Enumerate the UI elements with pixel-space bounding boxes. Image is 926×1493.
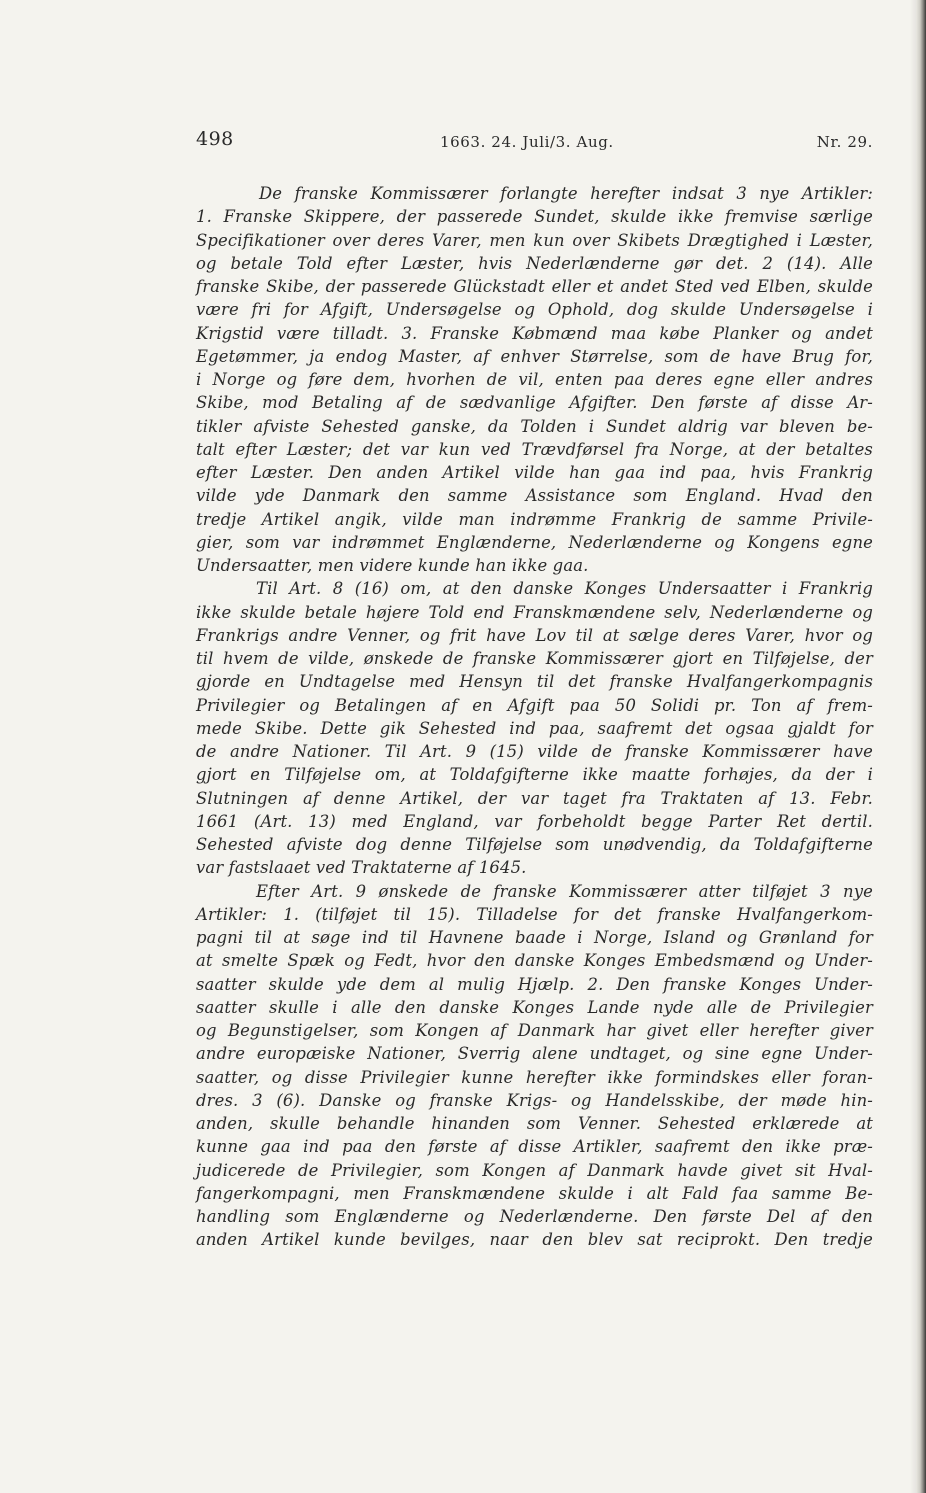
text-line: ikke skulde betale højere Told end Franskmændene selv, Nederlænderne og: [196, 602, 873, 622]
text-line: pagni til at søge ind til Havnene baade i Norge, Island og Grønland for: [196, 928, 873, 947]
text-line: saatter skulde yde dem al mulig Hjælp. 2. Den franske Konges Under-: [196, 974, 873, 994]
text-line: at smelte Spæk og Fedt, hvor den danske Konges Embedsmænd og Under-: [196, 951, 873, 971]
text-line: mede Skibe. Dette gik Sehested ind paa, saafremt det ogsaa gjaldt for: [196, 718, 873, 738]
text-line: anden Artikel kunde bevilges, naar den blev sat reciprokt. Den tredje: [196, 1230, 873, 1250]
text-line: Slutningen af denne Artikel, der var taget fra Traktaten af 13. Febr.: [196, 788, 873, 808]
text-line: dres. 3 (6). Danske og franske Krigs- og Handelsskibe, der møde hin-: [196, 1090, 873, 1110]
text-line: judicerede de Privilegier, som Kongen af Danmark havde givet sit Hval-: [196, 1160, 873, 1180]
text-line: Artikler: 1. (tilføjet til 15). Tilladelse for det franske Hvalfangerkom-: [196, 904, 873, 924]
text-line: og betale Told efter Læster, hvis Nederlænderne gør det. 2 (14). Alle: [196, 253, 873, 273]
text-line: handling som Englænderne og Nederlænderne. Den første Del af den: [196, 1207, 873, 1226]
text-line: Specifikationer over deres Varer, men kun over Skibets Drægtighed i Læster,: [196, 230, 873, 250]
text-line: til hvem de vilde, ønskede de franske Kommissærer gjort en Tilføjelse, der: [196, 649, 873, 668]
page-number: 498: [196, 128, 234, 150]
text-line: vilde yde Danmark den samme Assistance som England. Hvad den: [196, 486, 873, 506]
text-line: Skibe, mod Betaling af de sædvanlige Afgifter. Den første af disse Ar-: [196, 393, 873, 413]
text-line: franske Skibe, der passerede Glückstadt eller et andet Sted ved Elben, skulde: [196, 277, 873, 296]
text-line: tikler afviste Sehested ganske, da Tolden i Sundet aldrig var bleven be-: [196, 416, 873, 436]
text-line: Til Art. 8 (16) om, at den danske Konges Undersaatter i Frankrig: [256, 579, 873, 599]
text-line: Egetømmer, ja endog Master, af enhver Størrelse, som de have Brug for,: [196, 346, 873, 366]
text-line: 1661 (Art. 13) med England, var forbeholdt begge Parter Ret dertil.: [196, 811, 873, 831]
text-line: De franske Kommissærer forlangte herefter indsat 3 nye Artikler:: [259, 184, 873, 203]
text-line: gier, som var indrømmet Englænderne, Nederlænderne og Kongens egne: [196, 532, 873, 552]
text-line: de andre Nationer. Til Art. 9 (15) vilde de franske Kommissærer have: [196, 742, 873, 761]
page-header: [196, 128, 873, 158]
text-line: gjort en Tilføjelse om, at Toldafgifterne ikke maatte forhøjes, da der i: [196, 765, 873, 785]
running-title: 1663. 24. Juli/3. Aug.: [440, 133, 614, 151]
text-line: i Norge og føre dem, hvorhen de vil, enten paa deres egne eller andres: [196, 370, 873, 389]
text-line: Efter Art. 9 ønskede de franske Kommissærer atter tilføjet 3 nye: [256, 881, 873, 901]
text-line: være fri for Afgift, Undersøgelse og Ophold, dog skulde Undersøgelse i: [196, 300, 873, 320]
document-number: Nr. 29.: [816, 133, 873, 151]
text-line: gjorde en Undtagelse med Hensyn til det franske Hvalfangerkompagnis: [196, 672, 873, 692]
text-line: Frankrigs andre Venner, og frit have Lov til at sælge deres Varer, hvor og: [196, 625, 873, 645]
text-line: fangerkompagni, men Franskmændene skulde i alt Fald faa samme Be-: [196, 1183, 873, 1203]
page-edge: [916, 0, 926, 1493]
text-line: Privilegier og Betalingen af en Afgift paa 50 Solidi pr. Ton af frem-: [196, 695, 873, 715]
text-line: saatter skulle i alle den danske Konges Lande nyde alle de Privilegier: [196, 997, 873, 1017]
body-text: [196, 182, 873, 1252]
text-line: anden, skulle behandle hinanden som Venner. Sehested erklærede at: [196, 1114, 873, 1133]
text-line: andre europæiske Nationer, Sverrig alene undtaget, og sine egne Under-: [196, 1044, 873, 1064]
text-line: Krigstid være tilladt. 3. Franske Købmænd maa købe Planker og andet: [196, 323, 873, 343]
text-line: talt efter Læster; det var kun ved Trævdførsel fra Norge, at der betaltes: [196, 439, 873, 459]
text-line: saatter, og disse Privilegier kunne herefter ikke formindskes eller foran-: [196, 1067, 873, 1087]
text-line: Sehested afviste dog denne Tilføjelse som unødvendig, da Toldafgifterne: [196, 835, 873, 854]
text-line: kunne gaa ind paa den første af disse Artikler, saafremt den ikke præ-: [196, 1137, 873, 1157]
text-line: og Begunstigelser, som Kongen af Danmark har givet eller herefter giver: [196, 1021, 873, 1040]
text-line: tredje Artikel angik, vilde man indrømme Frankrig de samme Privile-: [196, 509, 873, 529]
text-line: 1. Franske Skippere, der passerede Sundet, skulde ikke fremvise særlige: [196, 207, 873, 227]
text-line: efter Læster. Den anden Artikel vilde han gaa ind paa, hvis Frankrig: [196, 463, 873, 482]
text-line: Undersaatter, men videre kunde han ikke gaa.: [196, 556, 589, 575]
text-line: var fastslaaet ved Traktaterne af 1645.: [196, 858, 527, 878]
